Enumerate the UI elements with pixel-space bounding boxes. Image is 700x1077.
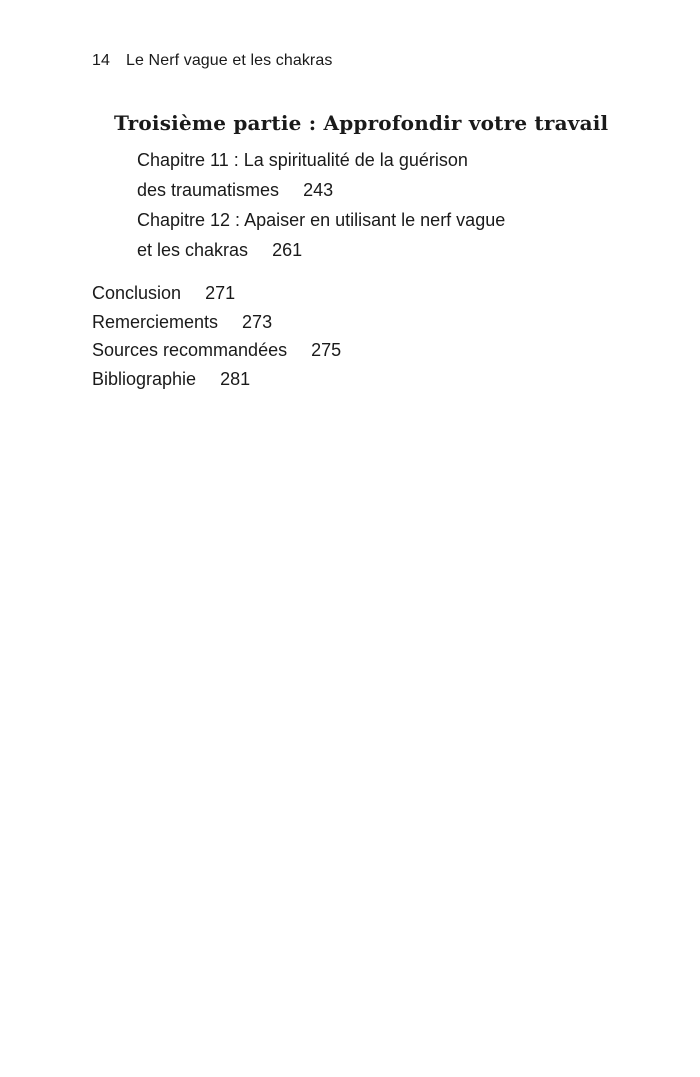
- toc-entry-chapter-12[interactable]: [137, 205, 505, 265]
- chapter-title-line: des traumatismes: [137, 180, 280, 200]
- page-number: 14: [92, 52, 110, 69]
- chapter-title-line: et les chakras: [137, 240, 249, 260]
- toc-entry-remerciements[interactable]: [92, 308, 341, 337]
- running-header: [92, 52, 332, 70]
- page-reference: 243: [303, 180, 334, 200]
- entry-title: Sources recommandées: [92, 340, 288, 360]
- part-heading: Troisième partie : Approfondir votre travail: [114, 111, 609, 135]
- chapter-list: [137, 145, 505, 265]
- page-reference: 271: [205, 283, 236, 303]
- back-matter-list: [92, 279, 341, 393]
- chapter-title-line: Chapitre 11 : La spiritualité de la guérison: [137, 150, 468, 170]
- chapter-title-line: Chapitre 12 : Apaiser en utilisant le nerf vague: [137, 210, 506, 230]
- toc-entry-conclusion[interactable]: [92, 279, 341, 308]
- entry-title: Bibliographie: [92, 368, 197, 389]
- entry-title: Conclusion: [92, 283, 182, 303]
- page-reference: 261: [272, 240, 303, 260]
- page-reference: 273: [242, 311, 273, 332]
- entry-title: Remerciements: [92, 311, 219, 332]
- page-reference: 281: [220, 368, 251, 389]
- toc-entry-bibliographie[interactable]: [92, 365, 341, 394]
- toc-entry-chapter-11[interactable]: [137, 145, 505, 205]
- running-title: Le Nerf vague et les chakras: [126, 52, 333, 69]
- page-reference: 275: [311, 340, 342, 360]
- toc-entry-sources[interactable]: [92, 336, 341, 365]
